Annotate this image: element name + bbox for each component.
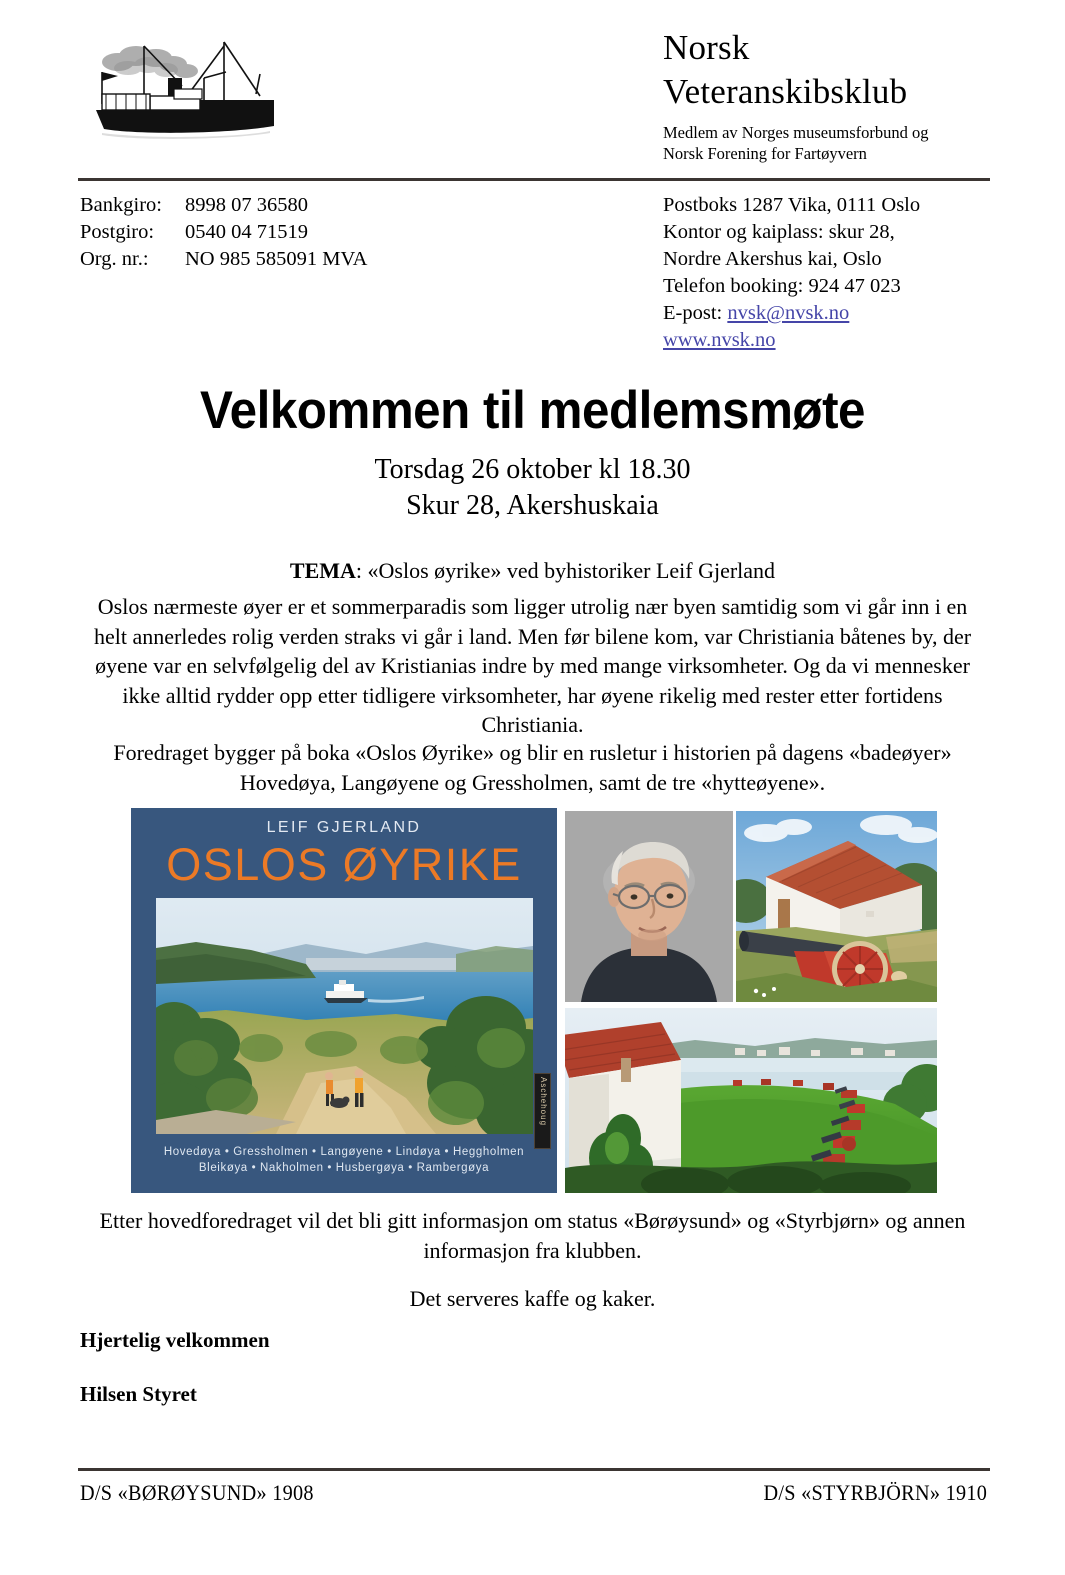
bankgiro-value: 8998 07 36580 [185,194,308,216]
postal-address: Postboks 1287 Vika, 0111 Oslo [663,194,921,216]
signoff-board: Hilsen Styret [80,1382,197,1406]
footer-ship-right: D/S «STYRBJÖRN» 1910 [763,1480,987,1505]
body-paragraph-1: Oslos nærmeste øyer er et sommerparadis som ligger utrolig nær byen samtidig som vi går inn i en helt annerledes rolig verden straks vi går i land. Men før bilene kom, var Christiania båtenes by, der øyene var en selvfølgelig del av Kristianias indre by med mange virksomheter. Og da vi mennesker ikke alltid rydder opp etter tidligere virksomheter, har øyene rikelig med rester etter fortidens Christiania. [93,594,972,737]
book-cover-image [131,808,557,1193]
club-name [663,26,993,114]
financial-details [80,192,500,273]
book-cover-photo [156,898,533,1134]
closing-paragraph-1: Etter hovedforedraget vil det bli gitt informasjon om status «Børøysund» og «Styrbjørn» og annen informasjon fra klubben. [99,1208,966,1263]
website-line [663,327,1003,354]
island-list-line-2: Bleikøya • Nakholmen • Husbergøya • Rambergøya [198,1162,490,1174]
publisher-logo [534,1073,551,1149]
postgiro-value: 0540 04 71519 [185,221,308,243]
table-row [80,246,367,273]
image-gallery [131,808,937,1193]
office-line-1: Kontor og kaiplass: skur 28, [663,221,895,243]
topic-label: TEMA [289,558,356,583]
book-author-name: LEIF GJERLAND [266,819,422,836]
meeting-date: Torsdag 26 oktober kl 18.30 [374,454,691,485]
contact-details [663,192,1003,354]
club-name-line-2: Veteranskibsklub [663,72,908,111]
island-list-line-1: Hovedøya • Gressholmen • Langøyene • Lindøya • Heggholmen [163,1146,525,1158]
page-title: Velkommen til medlemsmøte [199,381,865,440]
signoff-welcome: Hjertelig velkommen [80,1328,270,1352]
phone-line: Telefon booking: 924 47 023 [663,275,901,297]
email-line [663,300,1003,327]
table-row [80,219,367,246]
topic-text: : «Oslos øyrike» ved byhistoriker Leif Gjerland [355,558,776,583]
book-island-list [131,1144,557,1176]
orgnr-value: NO 985 585091 MVA [185,248,368,270]
email-label: E-post: [663,302,728,324]
topic-line [0,556,1065,586]
footer-divider [78,1468,990,1471]
meeting-place: Skur 28, Akershuskaia [406,490,659,521]
postgiro-label: Postgiro: [80,221,155,243]
header-divider [78,178,990,181]
meeting-subtitle [0,452,1065,524]
footer-ship-left: D/S «BØRØYSUND» 1908 [80,1480,314,1505]
closing-paragraph-2: Det serveres kaffe og kaker. [409,1286,656,1311]
bankgiro-label: Bankgiro: [80,194,162,216]
author-portrait-photo [565,811,733,1002]
club-membership [663,122,1003,164]
letterhead-header [78,22,990,162]
cannon-and-powder-house-photo [736,811,937,1002]
book-title: OSLOS ØYRIKE [166,839,522,890]
steamship-icon [78,34,378,154]
club-name-line-1: Norsk [663,28,750,67]
fortress-lawn-cannons-fjord-photo [565,1008,937,1193]
email-link[interactable]: nvsk@nvsk.no [727,302,850,324]
membership-line-2: Norsk Forening for Fartøyvern [663,144,867,163]
publisher-name: Aschehoug [539,1077,548,1127]
orgnr-label: Org. nr.: [80,248,149,270]
table-row [80,192,367,219]
website-link[interactable]: www.nvsk.no [663,329,776,351]
office-line-2: Nordre Akershus kai, Oslo [663,248,882,270]
body-paragraph-2: Foredraget bygger på boka «Oslos Øyrike» og blir en rusletur i historien på dagens «badeøyer» Hovedøya, Langøyene og Gressholmen, samt de tre «hytteøyene». [113,740,952,795]
membership-line-1: Medlem av Norges museumsforbund og [663,123,929,142]
